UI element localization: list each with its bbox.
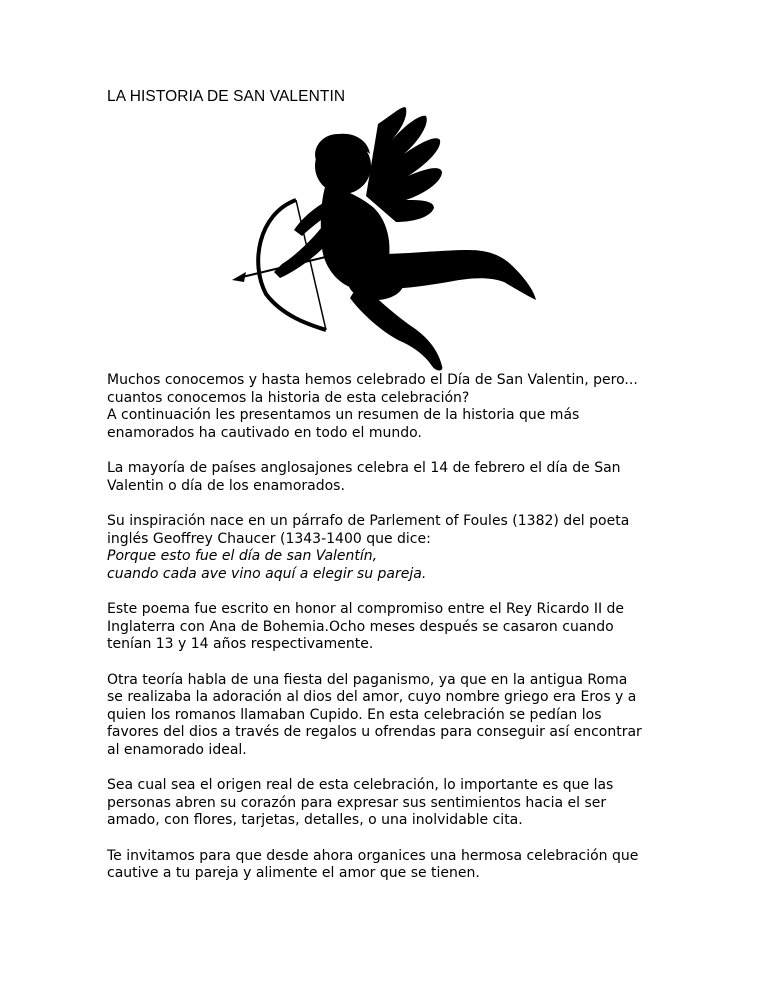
cupid-silhouette-icon: [228, 104, 540, 374]
paragraph-5: [107, 672, 677, 760]
text-line: amado, con flores, tarjetas, detalles, o una inolvidable cita.: [107, 812, 523, 828]
text-line: tenían 13 y 14 años respectivamente.: [107, 636, 374, 652]
text-line: cuantos conocemos la historia de esta celebración?: [107, 389, 470, 406]
text-line: A continuación les presentamos un resumen de la historia que más: [107, 407, 580, 423]
paragraph-7: [107, 848, 677, 883]
document-body: [107, 372, 677, 901]
text-line: Valentin o día de los enamorados.: [107, 477, 345, 494]
text-line: Sea cual sea el origen real de esta celebración, lo importante es que las: [107, 777, 614, 793]
text-line: personas abren su corazón para expresar sus sentimientos hacia el ser: [107, 794, 607, 811]
text-line: Este poema fue escrito en honor al compromiso entre el Rey Ricardo II de: [107, 601, 625, 617]
paragraph-6: [107, 777, 677, 830]
text-line: al enamorado ideal.: [107, 741, 247, 758]
text-line: inglés Geoffrey Chaucer (1343-1400 que dice:: [107, 530, 431, 547]
text-line: Te invitamos para que desde ahora organices una hermosa celebración que: [107, 847, 639, 864]
quote-line: Porque esto fue el día de san Valentín,: [107, 548, 378, 564]
text-line: quien los romanos llamaban Cupido. En esta celebración se pedían los: [107, 706, 602, 723]
text-line: se realizaba la adoración al dios del amor, cuyo nombre griego era Eros y a: [107, 689, 637, 705]
paragraph-2: [107, 460, 677, 495]
text-line: Inglaterra con Ana de Bohemia.Ocho meses después se casaron cuando: [107, 618, 614, 635]
text-line: Muchos conocemos y hasta hemos celebrado el Día de San Valentin, pero...: [107, 372, 638, 388]
paragraph-3: [107, 513, 677, 583]
text-line: La mayoría de países anglosajones celebra el 14 de febrero el día de San: [107, 460, 621, 476]
quote-line: cuando cada ave vino aquí a elegir su pareja.: [107, 565, 427, 582]
text-line: enamorados ha cautivado en todo el mundo.: [107, 424, 422, 441]
text-line: Su inspiración nace en un párrafo de Parlement of Foules (1382) del poeta: [107, 513, 630, 529]
paragraph-1: [107, 372, 677, 442]
text-line: Otra teoría habla de una fiesta del paganismo, ya que en la antigua Roma: [107, 671, 628, 688]
paragraph-4: [107, 601, 677, 654]
text-line: favores del dios a través de regalos u ofrendas para conseguir así encontrar: [107, 724, 642, 740]
text-line: cautive a tu pareja y alimente el amor que se tienen.: [107, 865, 480, 881]
document-title: LA HISTORIA DE SAN VALENTIN: [107, 88, 346, 105]
